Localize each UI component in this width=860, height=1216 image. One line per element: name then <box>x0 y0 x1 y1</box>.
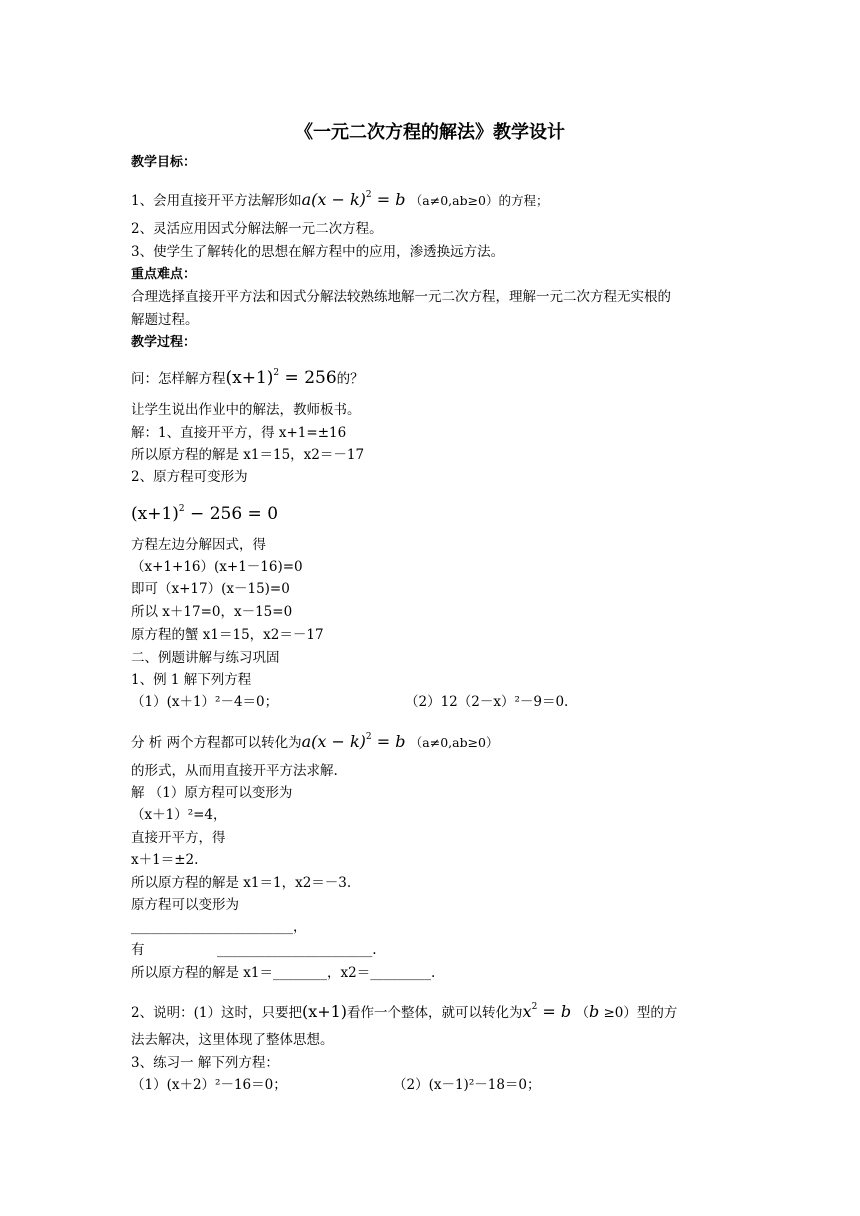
goal-1-formula: $a(x - k)^2 = b$ <box>301 190 406 209</box>
example-1a: （1）(x＋1）²－4＝0； <box>131 694 279 710</box>
equation-2: $(x+1)^2 - 256 = 0$ <box>131 504 279 524</box>
analysis-pre: 分 析 两个方程都可以转化为 <box>131 735 302 751</box>
line-s2: （x＋1）²=4， <box>131 807 227 823</box>
line-students: 让学生说出作业中的解法，教师板书。 <box>131 402 361 418</box>
line-sol1b: 所以原方程的解是 x1＝15，x2＝－17 <box>131 447 365 463</box>
section-2-heading: 二、例题讲解与练习巩固 <box>131 650 280 666</box>
line-s6: 原方程可以变形为 <box>131 897 239 913</box>
note-pre: 2、说明：(1）这时，只要把 <box>131 1005 302 1021</box>
line-s4: x＋1＝±2. <box>131 852 199 868</box>
line-s5: 所以原方程的解是 x1＝1，x2＝－3. <box>131 875 352 891</box>
note-cond: （b ≥0）型的方 <box>575 1002 678 1021</box>
practice-2: （2）(x－1)²－18＝0； <box>393 1077 541 1093</box>
line-f4: 原方程的蟹 x1＝15，x2＝－17 <box>131 627 324 643</box>
goal-1-condition: （a≠0,ab≥0）的方程； <box>409 193 549 208</box>
note-formula: (x+1) <box>301 1002 348 1021</box>
line-form: 的形式，从而用直接开平方法求解. <box>131 763 338 779</box>
line-sol1: 解：1、直接开平方，得 x+1=±16 <box>131 425 347 441</box>
goal-1-text: 1、会用直接开平方法解形如 <box>131 193 302 209</box>
goals-heading: 教学目标： <box>131 155 197 170</box>
goal-1 <box>131 186 549 210</box>
note-formula-2: $x^2 = b$ <box>522 1002 572 1021</box>
question-formula: $(x+1)^2 = 256$ <box>225 368 337 388</box>
line-s7: ________________________， <box>131 919 307 935</box>
line-s9: 所以原方程的解是 x1＝________，x2＝_________. <box>131 965 436 981</box>
page-title: 《一元二次方程的解法》教学设计 <box>295 122 565 143</box>
note-line <box>131 998 677 1022</box>
line-f1: （x+1+16）(x+1－16)=0 <box>131 559 303 575</box>
line-s1: 解 （1）原方程可以变形为 <box>131 785 293 801</box>
goal-2: 2、灵活应用因式分解法解一元二次方程。 <box>131 221 383 237</box>
goal-3: 3、使学生了解转化的思想在解方程中的应用，渗透换远方法。 <box>131 244 505 260</box>
line-f2: 即可（x+17）(x－15)=0 <box>131 581 290 597</box>
key-heading: 重点难点： <box>131 267 197 282</box>
analysis-formula: $a(x - k)^2 = b$ <box>301 732 406 751</box>
line-f3: 所以 x＋17=0，x－15=0 <box>131 604 293 620</box>
analysis-condition: （a≠0,ab≥0） <box>409 735 499 750</box>
example-1b: （2）12（2－x）²－9＝0. <box>405 694 569 710</box>
analysis-line <box>131 728 499 752</box>
line-sol2: 2、原方程可变形为 <box>131 469 248 485</box>
note-mid: 看作一个整体，就可以转化为 <box>347 1005 523 1021</box>
question-line <box>131 364 364 388</box>
line-fact: 方程左边分解因式，得 <box>131 537 266 553</box>
example-1: 1、例 1 解下列方程 <box>131 672 252 688</box>
question-post: 的？ <box>336 371 364 387</box>
key-text-1: 合理选择直接开平方法和因式分解法较熟练地解一元二次方程，理解一元二次方程无实根的 <box>131 289 671 305</box>
line-s8-blank: _______________________. <box>217 942 377 958</box>
practice-heading: 3、练习一 解下列方程： <box>131 1055 279 1071</box>
note-2: 法去解决，这里体现了整体思想。 <box>131 1032 334 1048</box>
line-s3: 直接开平方，得 <box>131 830 226 846</box>
line-s8-label: 有 <box>131 942 145 958</box>
question-pre: 问：怎样解方程 <box>131 371 226 387</box>
key-text-2: 解题过程。 <box>131 312 199 328</box>
process-heading: 教学过程： <box>131 335 197 350</box>
practice-1: （1）(x＋2）²－16＝0； <box>131 1077 287 1093</box>
